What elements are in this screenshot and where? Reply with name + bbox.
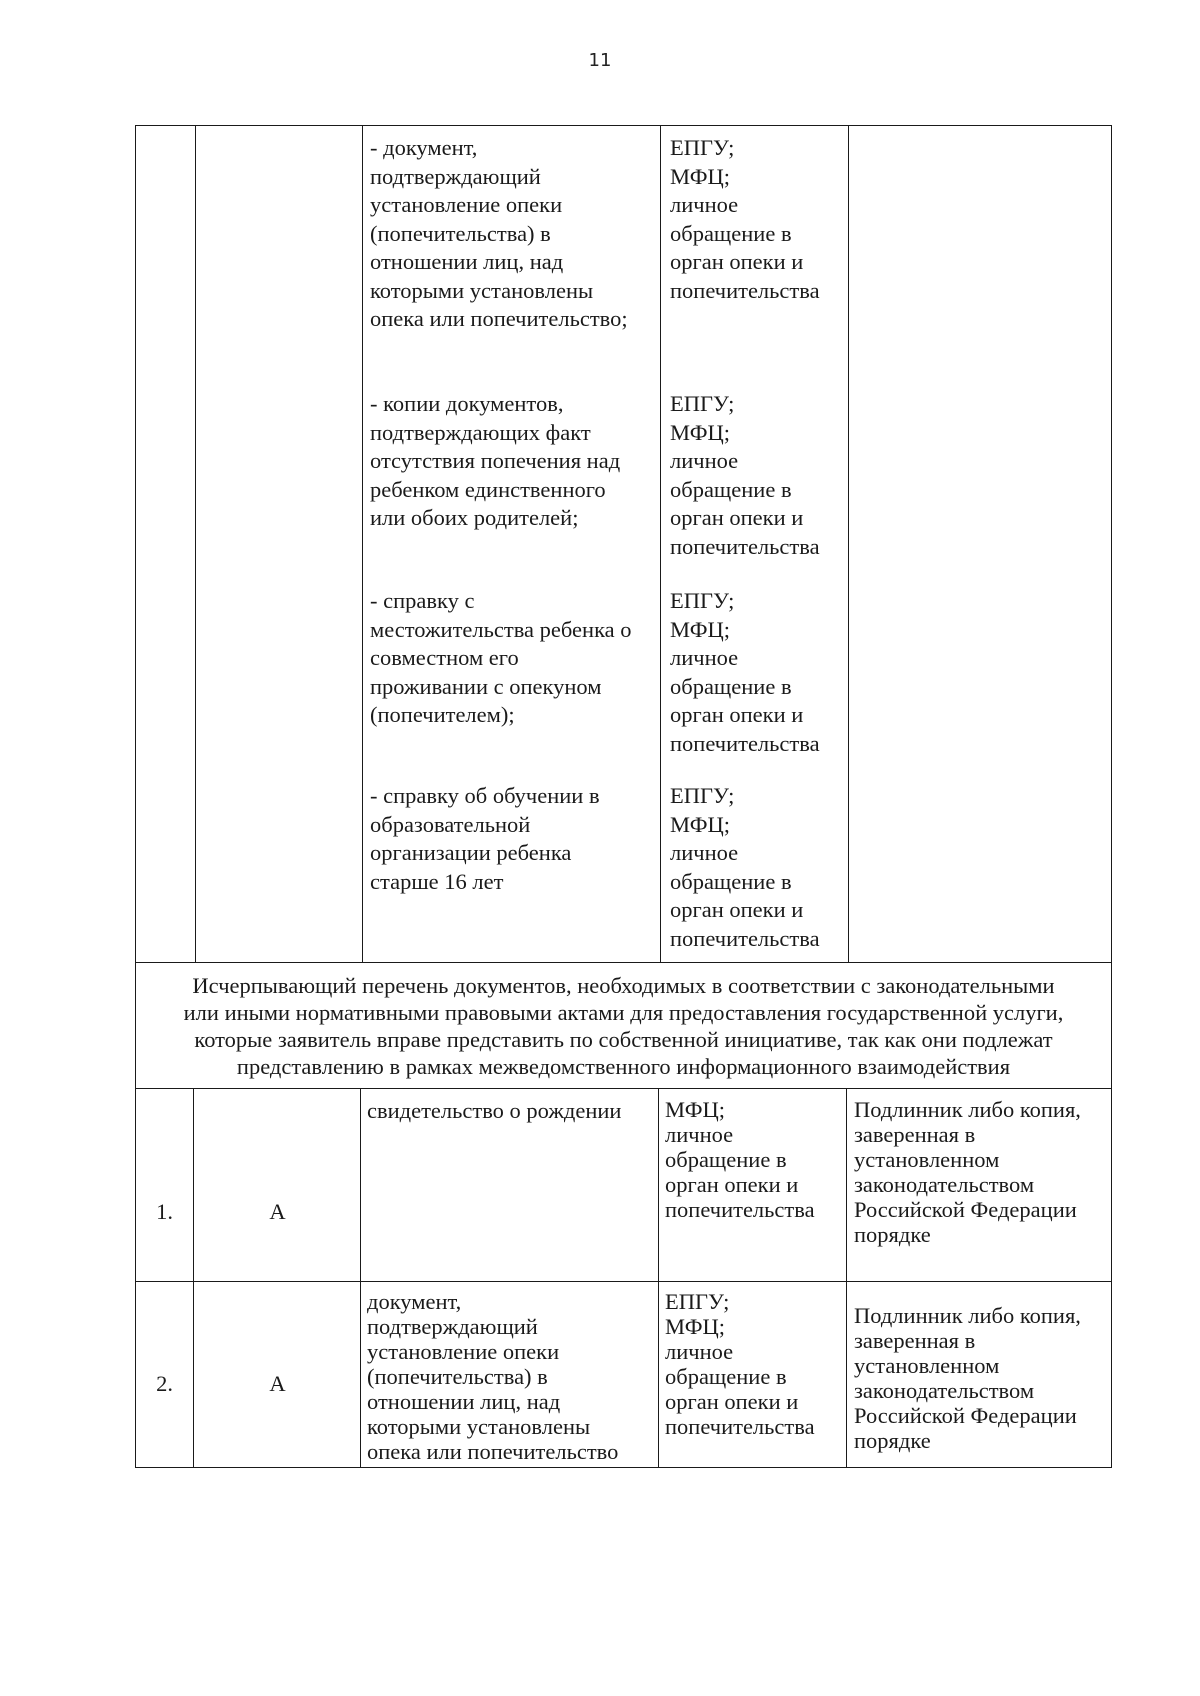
col-divider [660,126,661,962]
col-divider [193,1088,194,1467]
col-divider [848,126,849,962]
col-divider [362,126,363,962]
row-divider [136,962,1111,963]
col-divider [658,1088,659,1467]
channels-cell: ЕПГУ; МФЦ; личное обращение в орган опеки и попечительства [670,588,820,756]
channels-cell: ЕПГУ; МФЦ; личное обращение в орган опеки и попечительства [670,783,820,951]
form-cell: Подлинник либо копия, заверенная в установленном законодательством Российской Федерации порядке [854,1303,1081,1453]
document-cell: - документ, подтверждающий установление опеки (попечительства) в отношении лиц, над которыми установлены опека или попечительство; [370,135,628,331]
document-cell: - справку об обучении в образовательной организации ребенка старше 16 лет [370,783,600,894]
channels-cell: ЕПГУ; МФЦ; личное обращение в орган опеки и попечительства [665,1289,815,1439]
document-table [135,125,1112,1468]
document-cell: - справку с местожительства ребенка о совместном его проживании с опекуном (попечителем); [370,588,632,727]
row-number: 1. [156,1199,173,1224]
category-cell: А [269,1199,286,1224]
channels-cell: ЕПГУ; МФЦ; личное обращение в орган опеки и попечительства [670,391,820,559]
channels-cell: ЕПГУ; МФЦ; личное обращение в орган опеки и попечительства [670,135,820,303]
document-cell: - копии документов, подтверждающих факт отсутствия попечения над ребенком единственного или обоих родителей; [370,391,621,530]
col-divider [846,1088,847,1467]
row-divider [136,1088,1111,1089]
row-number: 2. [156,1371,173,1396]
document-cell: свидетельство о рождении [367,1098,622,1123]
category-cell: А [269,1371,286,1396]
document-cell: документ, подтверждающий установление опеки (попечительства) в отношении лиц, над которыми установлены опека или попечительство [367,1289,619,1464]
form-cell: Подлинник либо копия, заверенная в установленном законодательством Российской Федерации порядке [854,1097,1081,1247]
col-divider [195,126,196,962]
col-divider [360,1088,361,1467]
channels-cell: МФЦ; личное обращение в орган опеки и попечительства [665,1097,815,1222]
row-divider [136,1281,1111,1282]
page-number: 11 [588,50,612,71]
section-heading: Исчерпывающий перечень документов, необходимых в соответствии с законодательными или иными нормативными правовыми актами для предоставления государственной услуги, которые заявитель вправе представить по собственной инициативе, так как они подлежат представлению в рамках межведомственного информационного взаимодействия [183,973,1064,1079]
